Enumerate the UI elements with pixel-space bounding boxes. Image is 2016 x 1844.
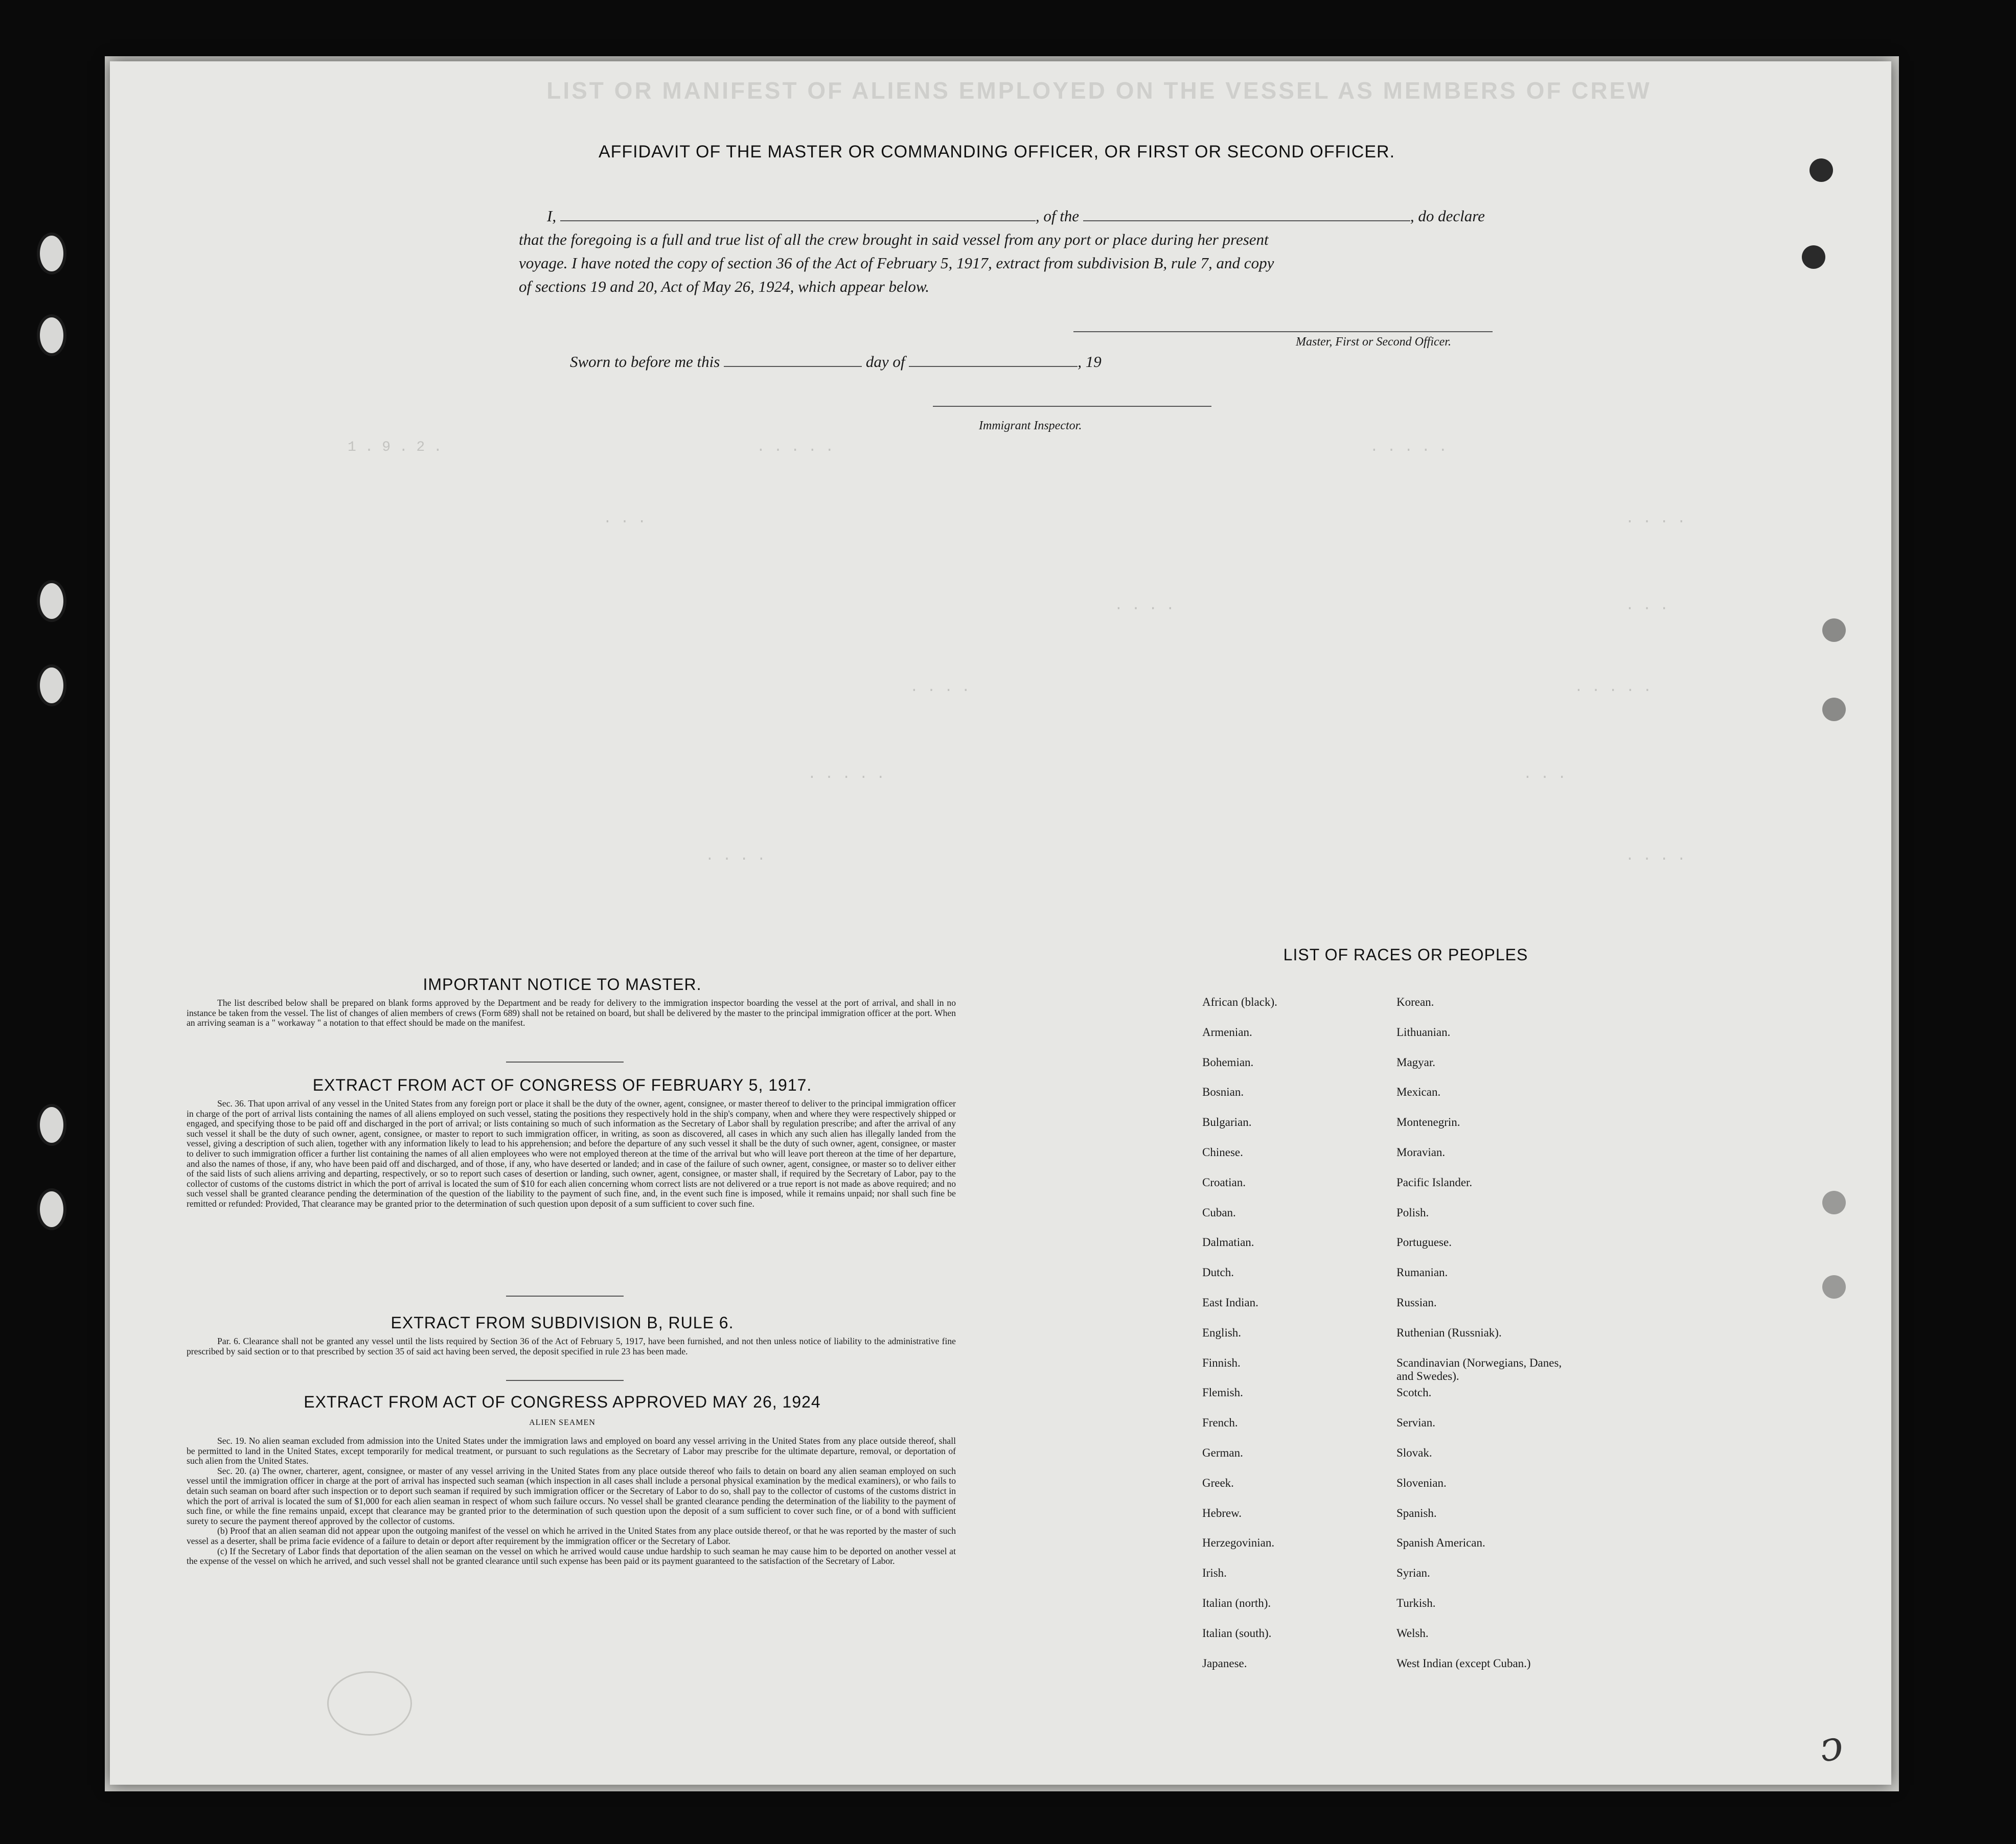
bleed-through-row: . . . . . . . . bbox=[808, 767, 1567, 782]
race-item: Italian (south). bbox=[1202, 1626, 1272, 1640]
affidavit-line-2: that the foregoing is a full and true list of all the crew brought in said vessel from any port or place during her present bbox=[519, 230, 1269, 248]
race-item: Ruthenian (Russniak). bbox=[1396, 1326, 1502, 1339]
extract-1924-text bbox=[187, 1436, 956, 1566]
affidavit-line-3: voyage. I have noted the copy of section 36 of the Act of February 5, 1917, extract from subdivision B, rule 7, and copy bbox=[519, 254, 1274, 272]
race-item: Portuguese. bbox=[1396, 1236, 1452, 1249]
race-item: Spanish. bbox=[1396, 1506, 1437, 1519]
extract-1917-title: EXTRACT FROM ACT OF CONGRESS OF FEBRUARY 5, 1917. bbox=[312, 1076, 812, 1094]
section-20b-paragraph: (b) Proof that an alien seaman did not appear upon the outgoing manifest of the vessel on which he arrived in the United States from any place outside thereof, or that he was reported by the master of such vessel as a deserter, shall be prima facie evidence of a failure to detain or deport after requirement by the immigration officer or the Secretary of Labor. bbox=[187, 1526, 956, 1546]
race-item: Dutch. bbox=[1202, 1266, 1234, 1279]
race-item: Spanish American. bbox=[1396, 1536, 1485, 1550]
race-item: English. bbox=[1202, 1326, 1242, 1339]
notice-text bbox=[187, 998, 956, 1028]
signature-line bbox=[1073, 331, 1493, 332]
race-item: East Indian. bbox=[1202, 1296, 1258, 1309]
race-item: Russian. bbox=[1396, 1296, 1437, 1309]
divider bbox=[506, 1380, 624, 1381]
race-item: Armenian. bbox=[1202, 1025, 1252, 1039]
race-item: Korean. bbox=[1396, 996, 1434, 1008]
bleed-through-row: . . . . . . . bbox=[1114, 598, 1669, 614]
pencil-mark: ↄ bbox=[1816, 1721, 1846, 1771]
binder-hole bbox=[37, 664, 66, 706]
race-item: Welsh. bbox=[1396, 1626, 1429, 1640]
bleed-through-row: . . . . . . . . . bbox=[910, 680, 1652, 696]
punch-hole bbox=[1822, 1275, 1846, 1299]
race-item: Flemish. bbox=[1202, 1386, 1243, 1399]
race-item: Cuban. bbox=[1202, 1206, 1236, 1219]
bleed-through-row: . . . . . . . . bbox=[705, 848, 1686, 864]
inspector-signature-line bbox=[933, 406, 1211, 407]
races-right-column bbox=[1396, 996, 1611, 1687]
extract-1924-subtitle: ALIEN SEAMEN bbox=[529, 1418, 595, 1427]
race-item: Bohemian. bbox=[1202, 1055, 1254, 1069]
race-item: Italian (north). bbox=[1202, 1596, 1271, 1609]
race-item: Turkish. bbox=[1396, 1596, 1436, 1609]
race-item: West Indian (except Cuban.) bbox=[1396, 1656, 1531, 1670]
signature-label: Master, First or Second Officer. bbox=[1296, 335, 1451, 349]
punch-hole bbox=[1822, 1191, 1846, 1214]
affidavit-of-label: , of the bbox=[1035, 207, 1080, 225]
notice-paragraph: The list described below shall be prepared on blank forms approved by the Department and be ready for delivery to the immigration inspector boarding the vessel at the port of arrival, and shall in no instance be taken from the vessel. The list of changes of alien members of crews (Form 689) shall not be retained on board, but shall be delivered by the master to the principal immigration officer at the port. When an arriving seaman is a " workaway " a notation to that effect should be made on the manifest. bbox=[187, 998, 956, 1028]
race-item: Slovenian. bbox=[1396, 1476, 1447, 1489]
blank-field bbox=[909, 366, 1078, 367]
extract-1924-title: EXTRACT FROM ACT OF CONGRESS APPROVED MAY 26, 1924 bbox=[304, 1393, 821, 1411]
race-item: Bosnian. bbox=[1202, 1086, 1244, 1099]
race-item: Dalmatian. bbox=[1202, 1236, 1254, 1249]
race-item: Scandinavian (Norwegians, Danes, and Swedes). bbox=[1396, 1356, 1562, 1382]
blank-field bbox=[1083, 220, 1410, 221]
bleed-through-row: . . . . . . . bbox=[603, 511, 1686, 527]
blank-field bbox=[724, 366, 862, 367]
race-item: Mexican. bbox=[1396, 1086, 1441, 1099]
punch-hole bbox=[1822, 618, 1846, 642]
section-20a-paragraph: Sec. 20. (a) The owner, charterer, agent, consignee, or master of any vessel arriving in the United States from any place outside thereof who fails to detain on board any alien seaman employed on such vessel until the immigration officer in charge at the port of arrival has inspected such seaman (which inspection in all cases shall include a personal physical examination by the medical examiners), or who fails to detain such seaman on board after such inspection or to deport such seaman if required by such immigration officer or the Secretary of Labor to do so, shall pay to the collector of customs of the customs district in which the port of arrival is located the sum of $1,000 for each alien seaman in respect of whom such failure occurs. No vessel shall be granted clearance pending the determination of the liability to the payment of such fine, or while the fine remains unpaid, except that clearance may be granted prior to the determination of such question upon the deposit of a sum sufficient to cover such fine, or of a bond with sufficient surety to secure the payment thereof approved by the collector of customs. bbox=[187, 1465, 956, 1526]
blank-field bbox=[560, 220, 1036, 221]
subdivision-b-paragraph: Par. 6. Clearance shall not be granted any vessel until the lists required by Section 36 of the Act of February 5, 1917, have been furnished, and not then unless notice of liability to the administrative fine prescribed by said section or to that prescribed by section 35 of said act having been served, the deposit specified in rule 23 has been made. bbox=[187, 1336, 956, 1356]
race-item: African (black). bbox=[1202, 996, 1277, 1008]
extract-1917-text bbox=[187, 1099, 956, 1209]
race-item: Bulgarian. bbox=[1202, 1116, 1252, 1129]
divider bbox=[506, 1296, 624, 1297]
races-title: LIST OF RACES OR PEOPLES bbox=[1283, 946, 1528, 964]
punch-hole bbox=[1802, 245, 1825, 269]
race-item: Magyar. bbox=[1396, 1055, 1436, 1069]
subdivision-b-title: EXTRACT FROM SUBDIVISION B, RULE 6. bbox=[391, 1313, 734, 1332]
race-item: German. bbox=[1202, 1446, 1243, 1459]
divider bbox=[506, 1062, 624, 1063]
sworn-line bbox=[570, 353, 1102, 371]
race-item: Slovak. bbox=[1396, 1446, 1432, 1459]
race-item: Pacific Islander. bbox=[1396, 1175, 1473, 1189]
race-item: Scotch. bbox=[1396, 1386, 1432, 1399]
race-item: French. bbox=[1202, 1416, 1238, 1430]
race-item: Greek. bbox=[1202, 1476, 1234, 1489]
extract-1917-paragraph: Sec. 36. That upon arrival of any vessel in the United States from any foreign port or place it shall be the duty of the owner, agent, consignee, or master thereof to deliver to the principal immigration officer in charge of the port of arrival lists containing the names of all aliens employed on such vessel, stating the positions they respectively hold in the ship's company, when and where they were respectively shipped or engaged, and specifying those to be paid off and discharged in the port of arrival; or lists containing so much of such information as the Secretary of Labor shall by regulation prescribe; and after the arrival of any such vessel it shall be the duty of such owner, agent, consignee, or master to report to such immigration officer, in writing, as soon as discovered, all cases in which any such alien has illegally landed from the vessel, giving a description of such alien, together with any information likely to lead to his apprehension; and before the departure of any such vessel it shall be the duty of such owner, agent, consignee, or master to deliver to such immigration officer a further list containing the names of all alien employees who were not employed thereon at the time of the arrival but who will leave port thereon at the time of her departure, and also the names of those, if any, who have been paid off and discharged, and of those, if any, who have deserted or landed; and in case of the failure of such owner, agent, consignee, or master so to deliver either of the said lists of such aliens arriving and departing, respectively, or so to report such cases of desertion or landing, such owner, agent, consignee, or master shall, if required by the Secretary of Labor, pay to the collector of customs of the customs district in which the port of arrival is located the sum of $10 for each alien concerning whom correct lists are not delivered or a true report is not made as above required; and no such vessel shall be granted clearance pending the determination of the question of the liability to the payment of such fine, and, in the event such fine is imposed, while it remains unpaid; nor shall such fine be remitted or refunded: Provided, That clearance may be granted prior to the determination of such question upon deposit of a sum sufficient to cover such fine. bbox=[187, 1098, 956, 1209]
race-item: Servian. bbox=[1396, 1416, 1436, 1430]
affidavit-i-label: I, bbox=[547, 207, 557, 225]
punch-hole bbox=[1822, 698, 1846, 721]
race-item: Syrian. bbox=[1396, 1566, 1430, 1580]
inspector-label: Immigrant Inspector. bbox=[979, 419, 1082, 432]
binder-hole bbox=[37, 580, 66, 622]
race-item: Chinese. bbox=[1202, 1145, 1243, 1159]
section-19-paragraph: Sec. 19. No alien seaman excluded from admission into the United States under the immigration laws and employed on board any vessel arriving in the United States from any place outside thereof, shall be permitted to land in the United States, except temporarily for medical treatment, or pursuant to such regulations as the Secretary of Labor may prescribe for the ultimate departure, removal, or deportation of such alien from the United States. bbox=[187, 1436, 956, 1466]
binder-hole bbox=[37, 233, 66, 274]
sworn-day-label: day of bbox=[865, 353, 905, 371]
race-item: Japanese. bbox=[1202, 1656, 1247, 1670]
race-item: Lithuanian. bbox=[1396, 1025, 1451, 1039]
affidavit-line-4: of sections 19 and 20, Act of May 26, 1924, which appear below. bbox=[519, 278, 930, 295]
bleed-through-row: 1 . 9 . 2 . . . . . . . . . . . bbox=[348, 440, 1448, 455]
races-left-column bbox=[1202, 996, 1417, 1687]
race-item: Irish. bbox=[1202, 1566, 1227, 1580]
race-item: Montenegrin. bbox=[1396, 1116, 1460, 1129]
race-item: Finnish. bbox=[1202, 1356, 1241, 1369]
bleed-through-text: LIST OR MANIFEST OF ALIENS EMPLOYED ON THE VESSEL AS MEMBERS OF CREW bbox=[546, 77, 1652, 104]
race-item: Rumanian. bbox=[1396, 1266, 1448, 1279]
binder-hole bbox=[37, 1104, 66, 1146]
race-item: Polish. bbox=[1396, 1206, 1429, 1219]
faded-stamp bbox=[327, 1671, 412, 1736]
sworn-year-label: , 19 bbox=[1078, 353, 1102, 371]
race-item: Hebrew. bbox=[1202, 1506, 1242, 1519]
punch-hole bbox=[1809, 158, 1833, 182]
binder-hole bbox=[37, 314, 66, 356]
race-item: Croatian. bbox=[1202, 1175, 1246, 1189]
race-item: Herzegovinian. bbox=[1202, 1536, 1275, 1550]
section-20c-paragraph: (c) If the Secretary of Labor finds that deportation of the alien seaman on the vessel on which he arrived would cause undue hardship to such seaman he may cause him to be deported on another vessel at the expense of the vessel on which he arrived, and such vessel shall not be granted clearance until such expense has been paid or its payment guaranteed to the satisfaction of the Secretary of Labor. bbox=[187, 1546, 956, 1566]
affidavit-title: AFFIDAVIT OF THE MASTER OR COMMANDING OFFICER, OR FIRST OR SECOND OFFICER. bbox=[598, 142, 1395, 162]
subdivision-b-text bbox=[187, 1336, 956, 1356]
binder-hole bbox=[37, 1188, 66, 1230]
affidavit-line-1 bbox=[547, 207, 1485, 225]
race-item: Moravian. bbox=[1396, 1145, 1446, 1159]
notice-title: IMPORTANT NOTICE TO MASTER. bbox=[423, 975, 702, 994]
affidavit-declare-label: , do declare bbox=[1410, 207, 1485, 225]
sworn-prefix: Sworn to before me this bbox=[570, 353, 720, 371]
